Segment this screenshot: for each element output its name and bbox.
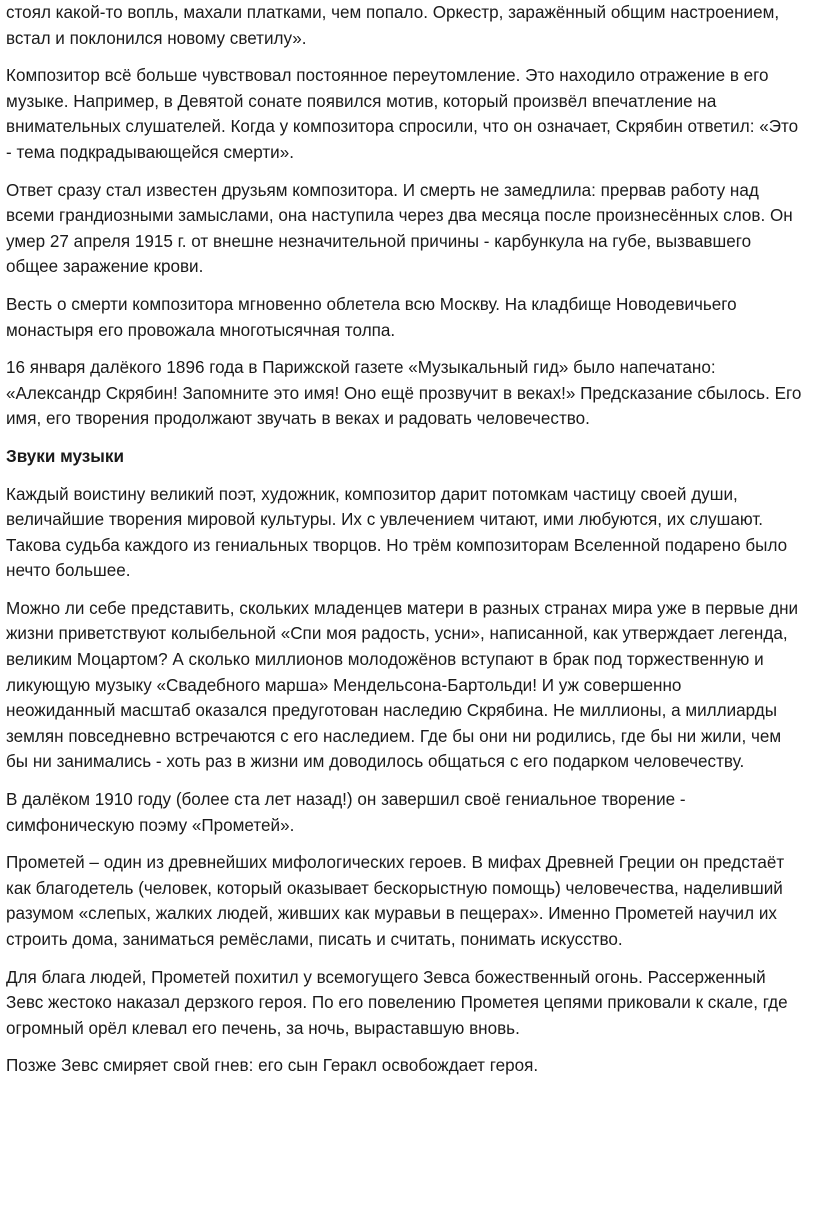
paragraph-6: Каждый воистину великий поэт, художник, композитор дарит потомкам частицу своей души, величайшие творения мировой культуры. Их с увлечением читают, ими любуются, их слушают. Такова судьба каждого из гениальных творцов. Но трём композиторам Вселенной подарено было нечто большее. [6,484,788,581]
paragraph-10: Для блага людей, Прометей похитил у всемогущего Зевса божественный огонь. Рассерженный Зевс жестоко наказал дерзкого героя. По его повелению Прометея цепями приковали к скале, где огромный орёл клевал его печень, за ночь, выраставшую вновь. [6,967,788,1038]
paragraph-2: Композитор всё больше чувствовал постоянное переутомление. Это находило отражение в его музыке. Например, в Девятой сонате появился мотив, который произвёл впечатление на внимательных слушателей. Когда у композитора спросили, что он означает, Скрябин ответил: «Это - тема подкрадывающейся смерти». [6,66,799,162]
paragraph-4: Весть о смерти композитора мгновенно облетела всю Москву. На кладбище Новодевичьего монастыря его провожала многотысячная толпа. [6,294,737,340]
paragraph-9: Прометей – один из древнейших мифологических героев. В мифах Древней Греции он предстаёт как благодетель (человек, который оказывает бескорыстную помощь) человечества, наделивший разумом «слепых, жалких людей, живших как муравьи в пещерах». Именно Прометей научил их строить дома, заниматься ремёслами, писать и считать, понимать искусство. [6,853,785,949]
paragraph-3: Ответ сразу стал известен друзьям композитора. И смерть не замедлила: прервав работу над всеми грандиозными замыслами, она наступила через два месяца после произнесённых слов. Он умер 27 апреля 1915 г. от внешне незначительной причины - карбункула на губе, вызвавшего общее заражение крови. [6,180,793,277]
paragraph-8: В далёком 1910 году (более ста лет назад!) он завершил своё гениальное творение - симфоническую поэму «Прометей». [6,790,686,835]
paragraph-5: 16 января далёкого 1896 года в Парижской газете «Музыкальный гид» было напечатано: «Александр Скрябин! Запомните это имя! Оно ещё прозвучит в веках!» Предсказание сбылось. Его имя, его творения продолжают звучать в веках и радовать человечество. [6,358,802,429]
paragraph-1: стоял какой-то вопль, махали платками, чем попало. Оркестр, заражённый общим настроением, встал и поклонился новому светилу». [6,3,780,48]
paragraph-11: Позже Зевс смиряет свой гнев: его сын Геракл освобождает героя. [6,1056,539,1076]
paragraph-7: Можно ли себе представить, скольких младенцев матери в разных странах мира уже в первые дни жизни приветствуют колыбельной «Спи моя радость, усни», написанной, как утверждает легенда, великим Моцартом? А сколько миллионов молодожёнов вступают в брак под торжественную и ликующую музыку «Свадебного марша» Мендельсона-Бартольди! И уж совершенно неожиданный масштаб оказался предуготован наследию Скрябина. Не миллионы, а миллиарды землян повседневно встречаются с его наследием. Где бы они ни родились, где бы ни жили, чем бы ни занимались - хоть раз в жизни им доводилось общаться с его подарком человечеству. [6,598,799,772]
section-heading: Звуки музыки [6,446,124,466]
document-page [6,0,814,1091]
